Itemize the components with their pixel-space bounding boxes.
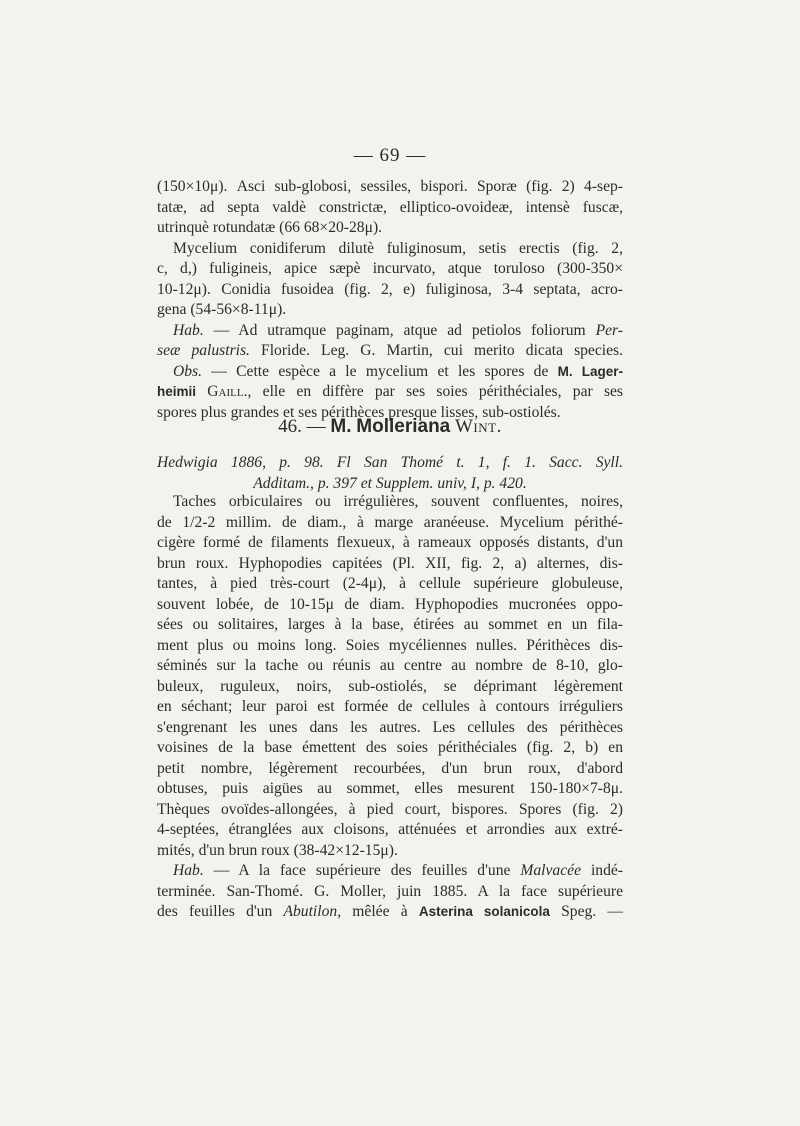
hab-text: indé- — [581, 862, 623, 879]
observation-line — [157, 382, 623, 403]
host-name: seæ palustris. — [157, 342, 250, 359]
habitat-line — [157, 321, 623, 342]
hab-text: , mêlée à — [337, 903, 419, 920]
text-line: cigère formé de filaments flexueux, à rameaux opposés distants, d'un — [157, 534, 623, 551]
hab-label: Hab. — [173, 321, 204, 339]
text-line: petit nombre, légèrement recourbées, d'un brun roux, d'abord — [157, 759, 623, 777]
species-description — [157, 492, 623, 923]
text-line: voisines de la base émettent des soies périthéciales (fig. 2, b) en — [157, 739, 623, 756]
reference-line: Additam., p. 397 et Supplem. univ, I, p. 420. — [253, 474, 527, 492]
text-line: s'engrenant les unes dans les autres. Les cellules des périthèces — [157, 718, 623, 736]
text-line: Thèques ovoïdes-allongées, à pied court, bispores. Spores (fig. 2) — [157, 800, 623, 818]
hab-text: Floride. Leg. G. Martin, cui merito dicata species. — [261, 342, 623, 359]
text-line: en séchant; leur paroi est formée de cellules à contours irréguliers — [157, 698, 623, 715]
text-line: (150×10μ). Asci sub-globosi, sessiles, bispori. Sporæ (fig. 2) 4-sep- — [157, 178, 623, 195]
top-description — [157, 177, 623, 423]
habitat-line — [157, 861, 623, 882]
text-line: 4-septées, étranglées aux cloisons, atténuées et arrondies aux extré- — [157, 821, 623, 838]
species-name: heimii — [157, 384, 197, 399]
text-line: tantes, à pied très-court (2-4μ), à cellule supérieure globuleuse, — [157, 575, 623, 592]
text-line: Mycelium conidiferum dilutè fuliginosum, setis erectis (fig. 2, — [173, 239, 623, 257]
species-heading — [157, 414, 623, 440]
habitat-line: terminée. San-Thomé. G. Moller, juin 1885. A la face supérieure — [157, 882, 623, 900]
author-name: Gaill. — [207, 383, 248, 400]
observation-line: spores plus grandes et ses périthèces presque lisses, sub-ostiolés. — [157, 403, 561, 421]
hab-text: — A la face supérieure des feuilles d'une — [203, 862, 521, 879]
text-line: séminés sur la tache ou réunis au centre au nombre de 8-10, glo- — [157, 657, 623, 674]
host-name: Malvacée — [520, 862, 581, 879]
text-line: gena (54-56×8-11μ). — [157, 301, 287, 318]
species-name: M. Lager- — [557, 363, 623, 379]
text-line: Taches orbiculaires ou irrégulières, souvent confluentes, noires, — [173, 493, 623, 510]
obs-text: — Cette espèce a le mycelium et les spores de — [202, 362, 558, 380]
text-line: 10-12μ). Conidia fusoidea (fig. 2, e) fuliginosa, 3-4 septata, acro- — [157, 280, 623, 298]
references — [157, 453, 623, 494]
text-line: mités, d'un brun roux (38-42×12-15μ). — [157, 841, 398, 859]
text-line: souvent lobée, de 10-15μ de diam. Hyphopodies mucronées oppo- — [157, 595, 623, 613]
genus-abbrev: M. — [330, 416, 352, 437]
species-author: Wint. — [455, 416, 502, 437]
text-line: tatæ, ad septa valdè constrictæ, elliptico-ovoideæ, intensè fuscæ, — [157, 198, 623, 216]
habitat-line — [157, 341, 623, 362]
reference-line: Hedwigia 1886, p. 98. Fl San Thomé t. 1, f. 1. Sacc. Syll. — [157, 454, 623, 471]
species-epithet: Molleriana — [356, 416, 451, 437]
hab-text: des feuilles d'un — [157, 903, 284, 920]
text-line: buleux, ruguleux, noirs, sub-ostiolés, se déprimant légèrement — [157, 677, 623, 695]
host-name: Abutilon — [283, 903, 338, 920]
hab-text: Speg. — — [549, 903, 623, 920]
text-line: brun roux. Hyphopodies capitées (Pl. XII, fig. 2, a) alternes, dis- — [157, 554, 623, 572]
text-line: de 1/2-2 millim. de diam., à marge aranéeuse. Mycelium périthé- — [157, 513, 623, 531]
obs-text: , elle en diffère par ses soies périthéciales, par ses — [247, 383, 623, 400]
text-line: sées ou solitaires, larges à la base, étirées au sommet en un fila- — [157, 616, 623, 633]
species-name: Asterina solanicola — [418, 904, 550, 919]
obs-label: Obs. — [173, 362, 203, 380]
text-line: utrinquè rotundatæ (66 68×20-28μ). — [157, 219, 383, 236]
text-line: obtuses, puis aigües au sommet, elles mesurent 150-180×7-8μ. — [157, 780, 623, 797]
hab-text: — Ad utramque paginam, atque ad petiolos foliorum — [203, 321, 596, 339]
heading-dash: — — [306, 416, 326, 437]
text-line: ment plus ou moins long. Soies mycéliennes nulles. Périthèces dis- — [157, 636, 623, 654]
host-name: Per- — [595, 321, 623, 339]
species-number: 46. — [278, 416, 302, 437]
habitat-line — [157, 902, 623, 923]
hab-label: Hab. — [173, 862, 204, 879]
observation-line — [157, 362, 623, 383]
page-number: — 69 — — [353, 145, 427, 166]
text-line: c, d,) fuligineis, apice sæpè incurvato, atque toruloso (300-350× — [157, 260, 623, 277]
